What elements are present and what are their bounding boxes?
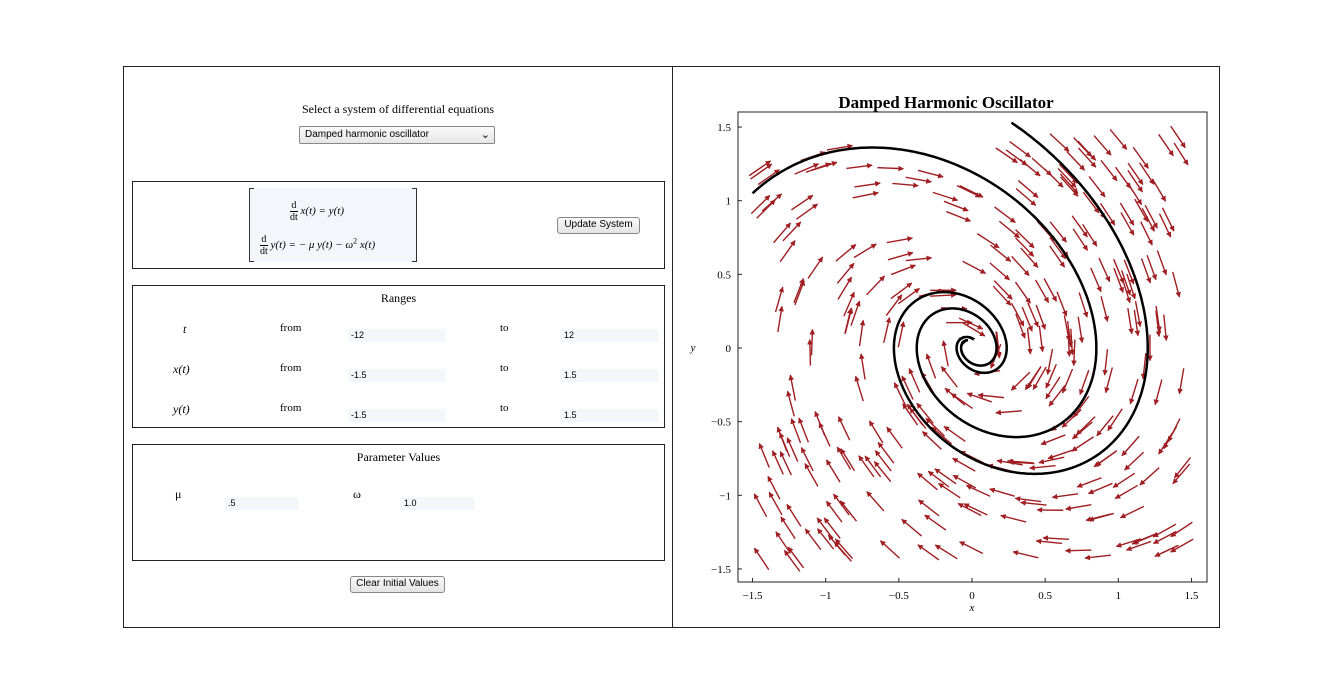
- vector-arrow: [1059, 164, 1077, 183]
- vector-arrow: [854, 183, 880, 187]
- vector-arrow: [856, 376, 864, 401]
- vector-arrow: [1030, 466, 1056, 469]
- vector-arrow: [844, 292, 854, 316]
- vector-arrow: [1050, 238, 1065, 259]
- vector-arrow: [944, 426, 965, 441]
- y-to-input[interactable]: 1.5: [561, 409, 658, 422]
- vector-arrow: [749, 161, 770, 176]
- vector-arrow: [994, 207, 1015, 223]
- vector-arrow: [1113, 473, 1135, 487]
- vector-arrow: [930, 295, 956, 296]
- vector-arrow: [1074, 340, 1075, 366]
- vector-arrow: [1130, 379, 1138, 404]
- x-tick-label: −0.5: [888, 590, 909, 602]
- vector-arrow: [1048, 349, 1053, 375]
- vector-arrow: [754, 494, 766, 517]
- vector-arrow: [836, 244, 856, 261]
- vector-arrow: [795, 281, 804, 305]
- vector-arrow: [1105, 349, 1108, 375]
- t-from-input[interactable]: -12: [348, 329, 446, 342]
- vector-arrow: [1115, 485, 1137, 498]
- vector-arrow: [1072, 216, 1087, 237]
- vector-arrow: [781, 517, 795, 539]
- vector-arrow: [794, 279, 804, 303]
- x-tick-label: −1: [819, 590, 832, 602]
- x-from-input[interactable]: -1.5: [348, 369, 446, 382]
- vector-arrow: [977, 234, 999, 248]
- vector-arrow: [1013, 552, 1038, 558]
- vector-arrow: [774, 223, 791, 243]
- vector-arrow: [1168, 419, 1180, 442]
- vector-field: [749, 126, 1193, 571]
- vector-arrow: [1016, 230, 1035, 248]
- vector-arrow: [887, 427, 902, 448]
- vector-arrow: [886, 295, 902, 316]
- vector-arrow: [810, 340, 811, 366]
- vector-arrow: [884, 318, 890, 343]
- vector-arrow: [1072, 422, 1092, 439]
- vector-arrow: [826, 460, 840, 482]
- vector-arrow: [1021, 248, 1038, 268]
- vector-arrow: [960, 542, 983, 554]
- omega-label: ω: [353, 487, 361, 501]
- vector-arrow: [1072, 437, 1094, 451]
- vector-arrow: [1025, 368, 1040, 390]
- range-var-t: t: [183, 322, 187, 336]
- vector-arrow: [824, 518, 840, 538]
- system-select-label: Select a system of differential equations: [301, 102, 495, 116]
- vector-arrow: [1155, 380, 1162, 405]
- omega-input[interactable]: 1.0: [401, 497, 474, 510]
- vector-arrow: [851, 301, 860, 326]
- vector-arrow: [751, 195, 770, 213]
- chevron-down-icon: ⌄: [480, 129, 490, 141]
- vector-arrow: [768, 476, 780, 499]
- y-tick-label: 0: [725, 343, 731, 355]
- vector-arrow: [966, 485, 990, 496]
- y-tick-label: −1.5: [711, 563, 731, 576]
- x-tick-label: 0.5: [1038, 590, 1053, 602]
- parameters-title: Parameter Values: [356, 450, 441, 464]
- vector-arrow: [1171, 522, 1193, 536]
- vector-arrow: [1028, 328, 1031, 354]
- vector-arrow: [944, 201, 968, 210]
- vector-arrow: [791, 195, 813, 210]
- vector-arrow: [1160, 214, 1171, 237]
- vector-arrow: [1171, 539, 1194, 552]
- vector-arrow: [1057, 292, 1067, 316]
- vector-arrow: [840, 501, 856, 521]
- x-axis-label: x: [969, 602, 975, 614]
- vector-arrow: [925, 515, 946, 530]
- vector-arrow: [880, 541, 899, 558]
- vector-arrow: [1152, 179, 1165, 201]
- vector-arrow: [1073, 396, 1088, 417]
- vector-arrow: [1179, 368, 1183, 394]
- vector-arrow: [935, 545, 957, 559]
- vector-arrow: [817, 518, 833, 539]
- vector-arrow: [1135, 199, 1148, 222]
- y-tick-label: 1: [725, 195, 731, 208]
- vector-arrow: [943, 341, 948, 367]
- vector-arrow: [796, 204, 817, 219]
- vector-arrow: [791, 419, 800, 443]
- vector-arrow: [978, 395, 1004, 398]
- vector-arrow: [939, 483, 961, 497]
- vector-arrow: [854, 244, 876, 257]
- vector-arrow: [887, 238, 913, 243]
- vector-arrow: [953, 458, 976, 471]
- vector-arrow: [1162, 208, 1173, 231]
- equation-2: $\frac{d}{dt} y(t)$ = − μ $y(t) - \omega^2$ x(t): [260, 234, 376, 257]
- vector-arrow: [805, 529, 821, 550]
- t-to-input[interactable]: 12: [561, 329, 658, 342]
- vector-arrow: [757, 200, 775, 218]
- vector-arrow: [812, 162, 837, 170]
- range-from-label: from: [280, 362, 302, 374]
- y-axis-ticks: [711, 122, 742, 576]
- clear-initial-values-button[interactable]: Clear Initial Values: [350, 576, 445, 593]
- range-to-label: to: [500, 322, 509, 334]
- vector-arrow: [1015, 498, 1041, 501]
- equation-1: $\frac{d}{dt} x(t) = y(t)$: [290, 200, 344, 223]
- vector-arrow: [1073, 229, 1087, 251]
- range-to-label: to: [500, 362, 509, 374]
- vector-arrow: [927, 354, 936, 378]
- vector-arrow: [933, 192, 958, 200]
- vector-arrow: [1074, 138, 1092, 157]
- vector-arrow: [957, 186, 980, 197]
- vector-arrow: [918, 170, 943, 177]
- vector-arrow: [1039, 326, 1042, 352]
- vector-arrow: [841, 449, 855, 471]
- vector-arrow: [1085, 555, 1111, 558]
- vector-arrow: [1120, 506, 1143, 517]
- vector-arrow: [1122, 436, 1139, 455]
- vector-arrow: [783, 222, 801, 241]
- vector-arrow: [990, 245, 1010, 261]
- vector-arrow: [1132, 534, 1156, 544]
- vector-arrow: [990, 489, 1015, 496]
- vector-arrow: [1041, 435, 1065, 444]
- vector-arrow: [990, 263, 1010, 280]
- vector-arrow: [1101, 296, 1107, 321]
- vector-arrow: [1083, 224, 1097, 246]
- vector-arrow: [780, 241, 795, 262]
- vector-arrow: [1076, 417, 1095, 435]
- vector-arrow: [776, 532, 791, 554]
- vector-arrow: [859, 456, 874, 477]
- vector-arrow: [1001, 516, 1026, 522]
- vector-arrow: [1155, 545, 1179, 556]
- vector-arrow: [951, 394, 972, 409]
- vector-arrow: [946, 212, 970, 222]
- y-tick-label: −0.5: [711, 416, 731, 429]
- vector-arrow: [958, 504, 981, 516]
- vector-arrow: [853, 193, 878, 198]
- vector-arrow: [892, 183, 918, 185]
- vector-arrow: [837, 263, 854, 283]
- vector-arrow: [1173, 464, 1190, 484]
- x-tick-label: 1.5: [1184, 590, 1199, 602]
- vector-arrow: [1012, 303, 1024, 326]
- vector-arrow: [1140, 468, 1159, 485]
- vector-arrow: [941, 367, 957, 388]
- vector-arrow: [846, 165, 872, 168]
- vector-arrow: [1110, 129, 1127, 149]
- vector-arrow: [839, 417, 850, 440]
- vector-arrow: [1089, 513, 1114, 520]
- range-var-y: y(t): [173, 402, 190, 416]
- vector-arrow: [815, 411, 825, 435]
- vector-arrow: [1015, 282, 1030, 303]
- y-tick-label: 0.5: [717, 269, 731, 282]
- range-var-x: x(t): [173, 362, 190, 376]
- vector-arrow: [799, 418, 808, 442]
- vector-arrow: [1012, 256, 1030, 275]
- vector-arrow: [1036, 541, 1062, 544]
- y-axis-label: y: [690, 342, 696, 354]
- vector-arrow: [902, 519, 922, 536]
- vector-arrow: [1159, 134, 1174, 155]
- vector-arrow: [909, 369, 919, 393]
- vector-arrow: [808, 257, 823, 278]
- vector-arrow: [1174, 143, 1188, 165]
- vector-arrow: [790, 375, 795, 401]
- vector-arrow: [1173, 272, 1180, 297]
- vector-arrow: [860, 320, 864, 346]
- vector-arrow: [1174, 457, 1190, 477]
- vector-arrow: [759, 443, 769, 467]
- vector-arrow: [1094, 136, 1111, 156]
- vector-arrow: [1128, 308, 1132, 334]
- vector-arrow: [1048, 450, 1073, 458]
- vector-arrow: [877, 168, 903, 169]
- vector-arrow: [1125, 452, 1144, 470]
- vector-arrow: [1088, 483, 1112, 493]
- vector-arrow: [1099, 258, 1110, 282]
- x-tick-label: −1.5: [742, 590, 763, 602]
- vector-arrow: [906, 177, 932, 182]
- vector-arrow: [837, 447, 850, 469]
- y-from-input[interactable]: -1.5: [348, 409, 446, 422]
- vector-arrow: [1065, 550, 1091, 551]
- ranges-title: Ranges: [380, 291, 417, 305]
- vector-arrow: [918, 545, 939, 560]
- vector-arrow: [953, 475, 976, 488]
- mu-input[interactable]: .5: [225, 497, 298, 510]
- vector-arrow: [1091, 268, 1101, 292]
- vector-arrow: [1089, 176, 1105, 196]
- vector-arrow: [769, 492, 782, 515]
- vector-arrow: [1033, 367, 1046, 390]
- vector-arrow: [867, 276, 885, 295]
- x-to-input[interactable]: 1.5: [561, 369, 658, 382]
- vector-arrow: [1016, 238, 1034, 257]
- y-tick-label: −1: [719, 490, 731, 503]
- vector-arrow: [963, 261, 986, 273]
- vector-arrow: [1018, 181, 1038, 198]
- trajectory-curve: [753, 148, 1097, 438]
- vector-arrow: [826, 501, 841, 522]
- vector-arrow: [787, 504, 801, 526]
- vector-arrow: [1171, 126, 1186, 148]
- vector-arrow: [834, 494, 850, 515]
- vector-arrow: [787, 438, 797, 462]
- vector-arrow: [894, 383, 905, 406]
- vector-arrow: [1078, 317, 1082, 343]
- vector-arrow: [788, 391, 795, 416]
- vector-arrow: [1062, 410, 1081, 428]
- vector-arrow: [835, 539, 852, 559]
- x-tick-label: 1: [1115, 590, 1122, 602]
- vector-arrow: [1164, 315, 1167, 341]
- vector-arrow: [861, 354, 865, 380]
- vector-arrow: [1063, 369, 1073, 393]
- x-tick-label: 0: [969, 590, 975, 602]
- update-system-button[interactable]: Update System: [557, 217, 640, 234]
- vector-arrow: [778, 306, 782, 332]
- vector-arrow: [960, 186, 983, 198]
- vector-arrow: [891, 265, 915, 274]
- vector-arrow: [906, 258, 932, 261]
- vector-arrow: [812, 329, 813, 355]
- vector-arrow: [1067, 151, 1085, 170]
- vector-arrow: [1101, 160, 1117, 180]
- vector-arrow: [1157, 250, 1166, 274]
- vector-arrow: [869, 421, 882, 443]
- vector-arrow: [1071, 329, 1073, 355]
- range-from-label: from: [280, 322, 302, 334]
- vector-arrow: [1077, 478, 1101, 487]
- vector-arrow: [1066, 505, 1092, 509]
- mu-label: μ: [175, 487, 182, 501]
- vector-arrow: [888, 253, 913, 260]
- vector-arrow: [935, 469, 956, 484]
- system-select-value: Damped harmonic oscillator: [305, 129, 429, 140]
- vector-arrow: [1116, 539, 1141, 547]
- vector-arrow: [878, 442, 894, 463]
- vector-arrow: [898, 322, 903, 347]
- vector-arrow: [875, 451, 891, 472]
- trajectories: [753, 123, 1148, 474]
- vector-arrow: [919, 500, 940, 516]
- range-to-label: to: [500, 402, 509, 414]
- vector-arrow: [1021, 502, 1047, 505]
- vector-arrow: [1050, 134, 1069, 152]
- vector-arrow: [1083, 192, 1099, 213]
- vector-arrow: [1043, 538, 1069, 539]
- vector-arrow: [996, 411, 1022, 413]
- vector-arrow: [1052, 494, 1078, 498]
- vector-arrow: [867, 492, 884, 512]
- vector-arrow: [1106, 367, 1113, 392]
- vector-arrow: [1049, 386, 1065, 407]
- vector-arrow: [999, 221, 1019, 237]
- vector-arrow: [754, 548, 768, 570]
- plot-title: Damped Harmonic Oscillator: [838, 93, 1054, 112]
- vector-arrow: [778, 427, 787, 451]
- range-from-label: from: [280, 402, 302, 414]
- y-tick-label: 1.5: [717, 122, 731, 135]
